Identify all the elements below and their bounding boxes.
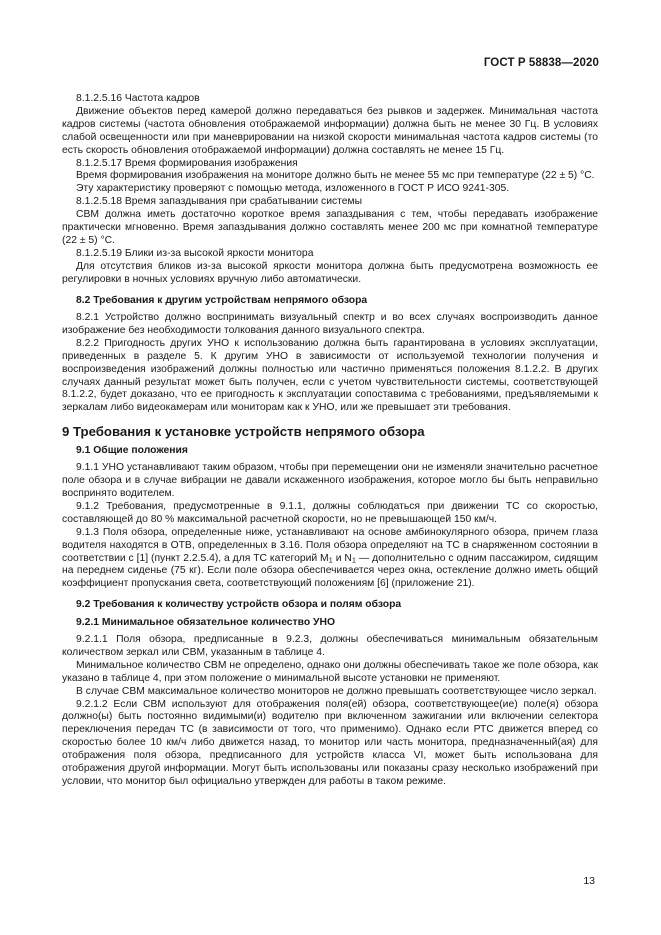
subsection-heading: 9.1 Общие положения xyxy=(76,444,188,456)
section-heading: 9 Требования к установке устройств непрямого обзора xyxy=(62,424,425,440)
paragraph: 8.1.2.5.18 Время запаздывания при срабатывании системы xyxy=(76,196,363,208)
paragraph: 9.1.2 Требования, предусмотренные в 9.1.1, должны соблюдаться при движении ТС со скоростью, составляющей до 80 % максимальной расчетной скорости, но не превышающей 150 км/ч. xyxy=(62,500,598,525)
paragraph: 9.1.3 Поля обзора, определенные ниже, устанавливают на основе амбинокулярного обзора, причем глаза водителя находятся в ОТВ, определенных в 3.16. Поля обзора определяют на ТС в снаряженном состоянии в соответствии с [1] (пункт 2.2.5.4), а для ТС категорий $М_1$ и $N_1$ — дополнительно с одним пассажиром, сидящим на переднем сиденье (75 кг). Если поле обзора обеспечивается через окна, остекление должно иметь общий коэффициент пропускания света, соответствующий положениям [6] (приложение 21). xyxy=(62,526,599,590)
paragraph: 8.2.2 Пригодность других УНО к использованию должна быть гарантирована в условиях эксплуатации, приведенных в разделе 5. К другим УНО в зависимости от используемой технологии получения и воспроизведения изображений должны полностью или частично применяться положения 8.1.2.2. В других случаях данный результат может быть получен, если с учетом чувствительности системы, соответствующей 8.1.2.2, будет доказано, что ее пригодность к эксплуатации сопоставима с требованиями, предъявляемыми к зеркалам либо видеокамерам или мониторам как к УНО, или же превышает эти требования. xyxy=(62,337,598,414)
paragraph: 8.2.1 Устройство должно воспринимать визуальный спектр и во всех случаях воспроизводить данное изображение без необходимости толкования данного визуального спектра. xyxy=(62,312,598,336)
subsection-heading: 9.2.1 Минимальное обязательное количество УНО xyxy=(76,616,335,628)
paragraph: Минимальное количество СВМ не определено, однако они должны обеспечивать такое же поле обзора, как указано в таблице 4, при этом положение о минимальной высоте установки не применяют. xyxy=(62,659,598,684)
paragraph: Для отсутствия бликов из-за высокой яркости монитора должна быть предусмотрена возможность ее регулировки в ночных условиях вручную либо автоматически. xyxy=(62,260,598,285)
spacer xyxy=(62,415,598,424)
paragraph: 9.2.1.1 Поля обзора, предписанные в 9.2.3, должны обеспечиваться минимальным обязательным количеством зеркал или СВМ, указанным в таблице 4. xyxy=(62,634,598,658)
subsection-heading: 9.2 Требования к количеству устройств обзора и полям обзора xyxy=(76,599,402,611)
subsection-heading: 8.2 Требования к другим устройствам непрямого обзора xyxy=(76,294,368,306)
paragraph: В случае СВМ максимальное количество мониторов не должно превышать соответствующее число зеркал. xyxy=(76,685,597,697)
subscript: 1 xyxy=(351,555,357,564)
paragraph: СВМ должна иметь достаточно короткое время запаздывания с тем, чтобы передавать изображение практически мгновенно. Время запаздывания должно составлять менее 200 мс при комнатной температуре (22 ± 5) °С. xyxy=(62,209,598,246)
document-code: ГОСТ Р 58838—2020 xyxy=(483,57,599,69)
paragraph: 8.1.2.5.19 Блики из-за высокой яркости монитора xyxy=(76,247,314,259)
paragraph: Эту характеристику проверяют с помощью метода, изложенного в ГОСТ Р ИСО 9241-305. xyxy=(76,183,510,195)
paragraph: Время формирования изображения на мониторе должно быть не менее 55 мс при температуре (22 ± 5) °С. xyxy=(76,170,595,182)
subscript: 1 xyxy=(328,555,333,564)
paragraph: 8.1.2.5.17 Время формирования изображения xyxy=(76,157,298,169)
paragraph: 9.1.1 УНО устанавливают таким образом, чтобы при перемещении они не изменяли значительно расчетное поле обзора и в случае вибрации не давали искаженного изображения, которое могло бы быть неправильно воспринято водителем. xyxy=(62,462,598,499)
spacer xyxy=(62,287,598,295)
paragraph: 9.2.1.2 Если СВМ используют для отображения поля(ей) обзора, соответствующее(ие) поле(я) обзора должно(ы) быть постоянно видимыми(и) водителю при включенном зажигании или включении селектора переключения передач ТС (в зависимости от того, что применимо). Однако если РТС движется вперед со скоростью более 10 км/ч либо движется назад, то монитор или часть монитора, предназначенный(ая) для отображения поля обзора, предписанного для устройств класса VI, может быть использована для отображения другой информации. Могут быть использованы или показаны сразу несколько изображений при условии, что монитор был официально утвержден для работы в таком режиме. xyxy=(62,698,598,787)
document-body xyxy=(62,93,598,789)
page-number: 13 xyxy=(583,875,595,887)
paragraph: Движение объектов перед камерой должно передаваться без рывков и задержек. Минимальная частота кадров системы (частота обновления отображаемой информации) должна быть не менее 30 Гц. В условиях слабой освещенности или при маневрировании на низкой скорости минимальная частота кадров системы (то есть скорость обновления отображаемой информации) должна составлять не менее 15 Гц. xyxy=(62,105,598,156)
paragraph: 8.1.2.5.16 Частота кадров xyxy=(76,93,200,104)
